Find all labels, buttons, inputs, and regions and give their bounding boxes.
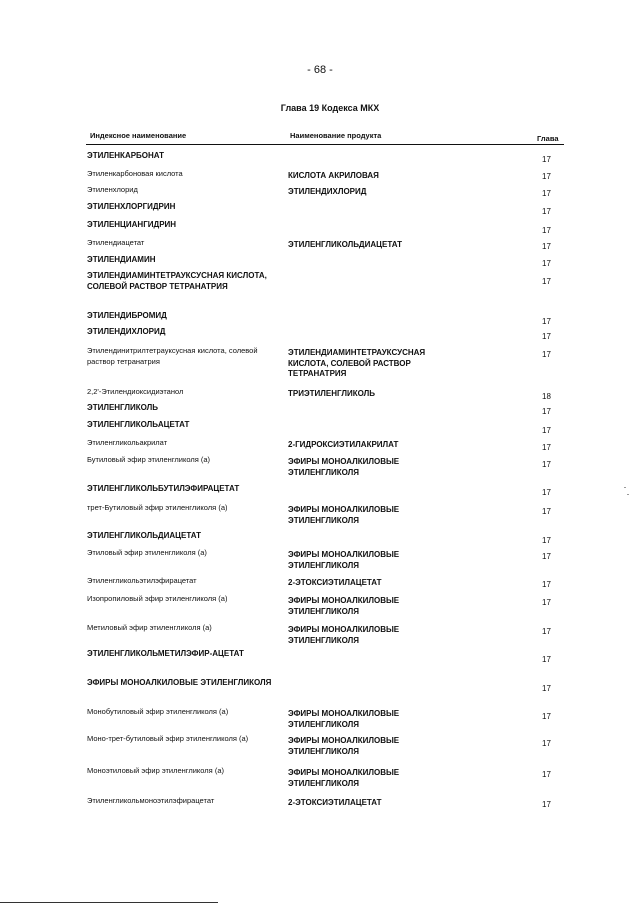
chapter-cell: 17 <box>542 426 551 435</box>
chapter-cell: 17 <box>542 536 551 545</box>
index-name-cell: ЭТИЛЕНХЛОРГИДРИН <box>87 202 176 211</box>
chapter-cell: 17 <box>542 488 551 497</box>
column-header-index: Индексное наименование <box>90 131 187 140</box>
product-name-cell: ЭФИРЫ МОНОАЛКИЛОВЫЕ ЭТИЛЕНГЛИКОЛЯ <box>288 596 400 616</box>
index-name-cell: 2,2'-Этилендиоксидиэтанол <box>87 387 184 396</box>
product-name-cell: 2-ГИДРОКСИЭТИЛАКРИЛАТ <box>288 440 399 449</box>
product-name-cell: ЭФИРЫ МОНОАЛКИЛОВЫЕ ЭТИЛЕНГЛИКОЛЯ <box>288 625 400 645</box>
product-name-cell: ЭФИРЫ МОНОАЛКИЛОВЫЕ ЭТИЛЕНГЛИКОЛЯ <box>288 768 400 788</box>
chapter-cell: 17 <box>542 407 551 416</box>
index-name-cell: Этиленгликольмоноэтилэфирацетат <box>87 796 215 805</box>
index-name-cell: Этиленгликольакрилат <box>87 438 168 447</box>
chapter-cell: 17 <box>542 684 551 693</box>
index-name-cell: ЭТИЛЕНГЛИКОЛЬ <box>87 403 159 412</box>
chapter-cell: 17 <box>542 207 551 216</box>
index-name-cell: трет-Бутиловый эфир этиленгликоля (а) <box>87 503 228 512</box>
chapter-cell: 17 <box>542 598 551 607</box>
index-name-cell: Монобутиловый эфир этиленгликоля (а) <box>87 707 229 716</box>
product-name-cell: ЭТИЛЕНГЛИКОЛЬДИАЦЕТАТ <box>288 240 402 249</box>
chapter-cell: 17 <box>542 627 551 636</box>
chapter-cell: 17 <box>542 460 551 469</box>
chapter-cell: 17 <box>542 189 551 198</box>
product-name-cell: КИСЛОТА АКРИЛОВАЯ <box>288 171 379 180</box>
index-name-cell: Изопропиловый эфир этиленгликоля (а) <box>87 594 228 603</box>
product-name-cell: ЭФИРЫ МОНОАЛКИЛОВЫЕ ЭТИЛЕНГЛИКОЛЯ <box>288 736 400 756</box>
chapter-cell: 17 <box>542 770 551 779</box>
product-name-cell: ЭФИРЫ МОНОАЛКИЛОВЫЕ ЭТИЛЕНГЛИКОЛЯ <box>288 550 400 570</box>
index-name-cell: Этилендиацетат <box>87 238 145 247</box>
product-name-cell: ЭФИРЫ МОНОАЛКИЛОВЫЕ ЭТИЛЕНГЛИКОЛЯ <box>288 457 400 477</box>
chapter-cell: 17 <box>542 552 551 561</box>
chapter-cell: 17 <box>542 277 551 286</box>
index-name-cell: ЭФИРЫ МОНОАЛКИЛОВЫЕ ЭТИЛЕНГЛИКОЛЯ <box>87 678 272 687</box>
index-name-cell: ЭТИЛЕНДИХЛОРИД <box>87 327 166 336</box>
product-name-cell: 2-ЭТОКСИЭТИЛАЦЕТАТ <box>288 578 382 587</box>
chapter-cell: 17 <box>542 332 551 341</box>
index-name-cell: Этиленкарбоновая кислота <box>87 169 183 178</box>
footnote-rule <box>0 902 218 903</box>
product-name-cell: ЭТИЛЕНДИХЛОРИД <box>288 187 367 196</box>
index-name-cell: ЭТИЛЕНДИАМИНТЕТРАУКСУСНАЯ КИСЛОТА, СОЛЕВОЙ РАСТВОР ТЕТРАНАТРИЯ <box>87 271 267 291</box>
index-name-cell: ЭТИЛЕНЦИАНГИДРИН <box>87 220 177 229</box>
index-name-cell: Этилендинитрилтетрауксусная кислота, солевой раствор тетранатрия <box>87 346 258 366</box>
index-name-cell: ЭТИЛЕНГЛИКОЛЬМЕТИЛЭФИР-АЦЕТАТ <box>87 649 244 658</box>
index-name-cell: ЭТИЛЕНКАРБОНАТ <box>87 151 165 160</box>
column-header-product: Наименование продукта <box>290 131 382 140</box>
chapter-cell: 17 <box>542 242 551 251</box>
chapter-cell: 17 <box>542 580 551 589</box>
chapter-cell: 17 <box>542 800 551 809</box>
index-name-cell: Бутиловый эфир этиленгликоля (а) <box>87 455 211 464</box>
index-name-cell: Моно-трет-бутиловый эфир этиленгликоля (а) <box>87 734 249 743</box>
index-name-cell: Моноэтиловый эфир этиленгликоля (а) <box>87 766 224 775</box>
product-name-cell: ЭФИРЫ МОНОАЛКИЛОВЫЕ ЭТИЛЕНГЛИКОЛЯ <box>288 709 400 729</box>
chapter-cell: 17 <box>542 350 551 359</box>
index-name-cell: Метиловый эфир этиленгликоля (а) <box>87 623 212 632</box>
chapter-cell: 17 <box>542 655 551 664</box>
product-name-cell: ЭТИЛЕНДИАМИНТЕТРАУКСУСНАЯ КИСЛОТА, СОЛЕВОЙ РАСТВОР ТЕТРАНАТРИЯ <box>288 348 426 378</box>
chapter-cell: 17 <box>542 739 551 748</box>
product-name-cell: 2-ЭТОКСИЭТИЛАЦЕТАТ <box>288 798 382 807</box>
chapter-cell: 17 <box>542 259 551 268</box>
chapter-cell: 17 <box>542 712 551 721</box>
index-name-cell: ЭТИЛЕНГЛИКОЛЬДИАЦЕТАТ <box>87 531 201 540</box>
product-name-cell: ЭФИРЫ МОНОАЛКИЛОВЫЕ ЭТИЛЕНГЛИКОЛЯ <box>288 505 400 525</box>
column-header-chapter: Глава <box>537 134 559 143</box>
document-title: Глава 19 Кодекса МКХ <box>280 103 380 113</box>
index-name-cell: Этиленхлорид <box>87 185 138 194</box>
scan-speck <box>624 487 626 488</box>
chapter-cell: 17 <box>542 226 551 235</box>
index-name-cell: ЭТИЛЕНГЛИКОЛЬАЦЕТАТ <box>87 420 190 429</box>
product-name-cell: ТРИЭТИЛЕНГЛИКОЛЬ <box>288 389 375 398</box>
index-name-cell: ЭТИЛЕНГЛИКОЛЬБУТИЛЭФИРАЦЕТАТ <box>87 484 240 493</box>
chapter-cell: 17 <box>542 155 551 164</box>
chapter-cell: 18 <box>542 392 551 401</box>
chapter-cell: 17 <box>542 443 551 452</box>
chapter-cell: 17 <box>542 317 551 326</box>
index-name-cell: ЭТИЛЕНДИБРОМИД <box>87 311 167 320</box>
index-name-cell: Этиленгликольэтилэфирацетат <box>87 576 197 585</box>
index-name-cell: ЭТИЛЕНДИАМИН <box>87 255 156 264</box>
index-name-cell: Этиловый эфир этиленгликоля (а) <box>87 548 207 557</box>
chapter-cell: 17 <box>542 172 551 181</box>
chapter-cell: 17 <box>542 507 551 516</box>
page-number: - 68 - <box>307 64 333 76</box>
scan-speck <box>627 494 629 495</box>
